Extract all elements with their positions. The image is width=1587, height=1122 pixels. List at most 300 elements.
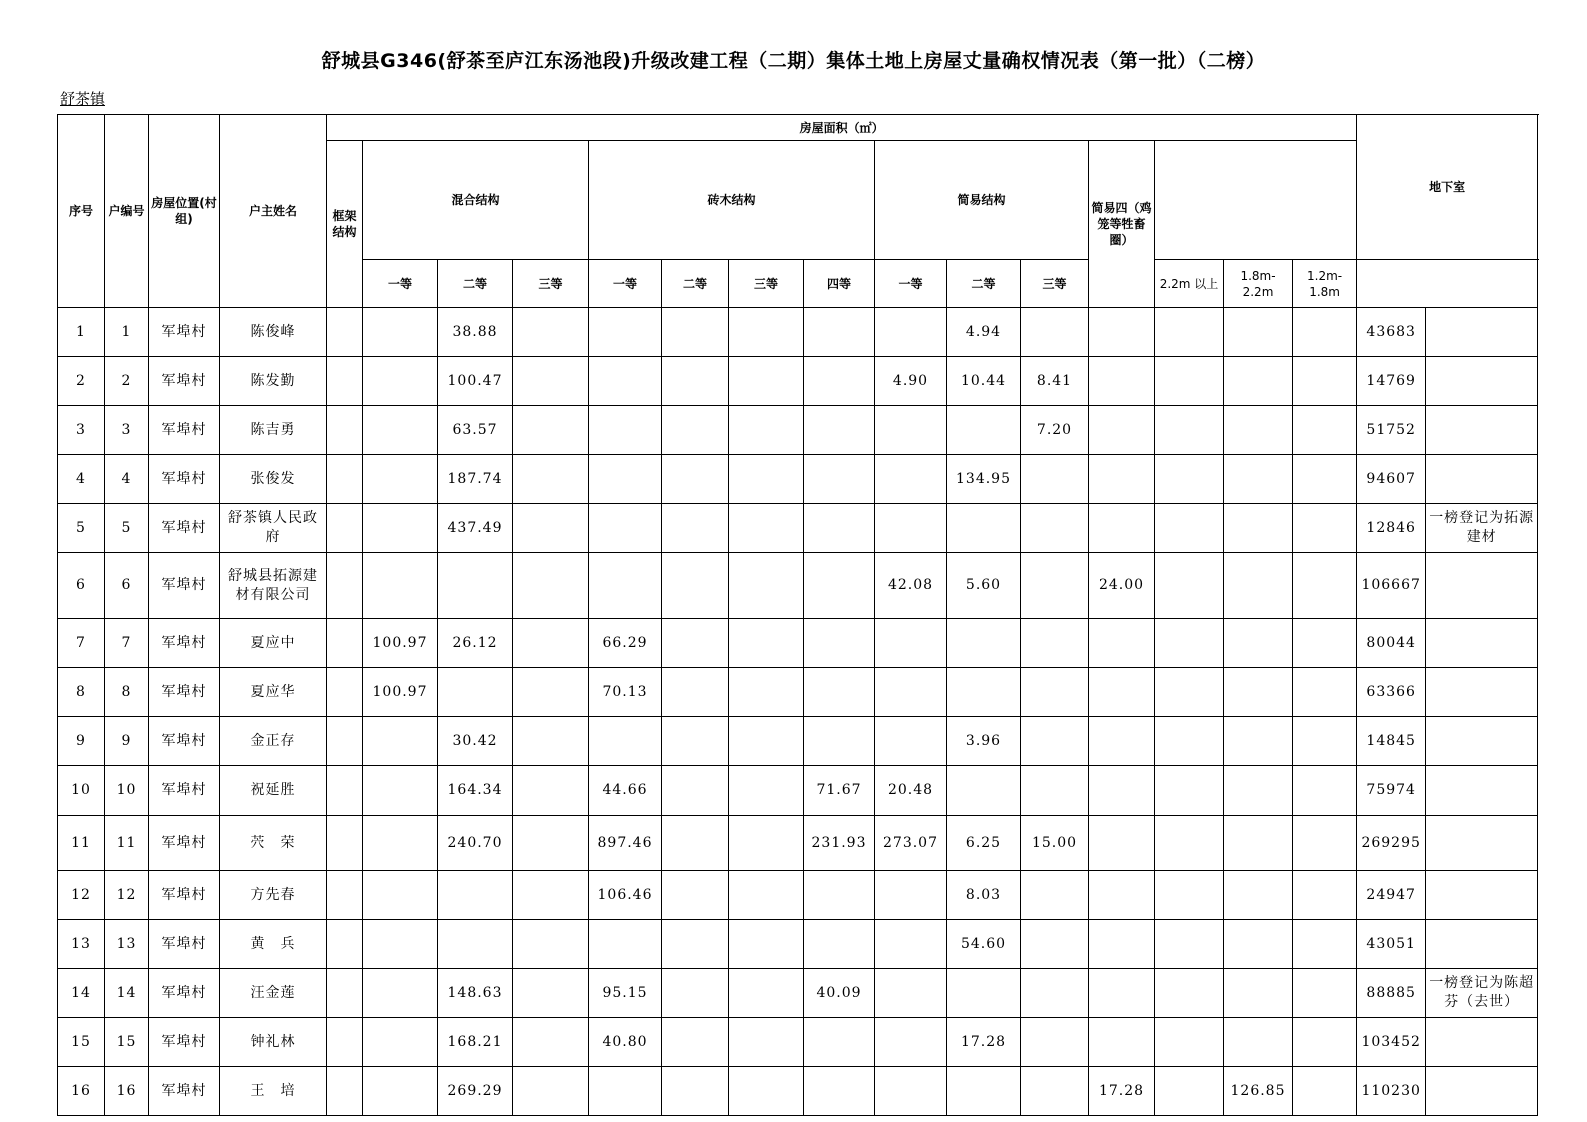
cell-s2	[947, 406, 1021, 455]
cell-m3	[513, 553, 589, 619]
cell-b2	[662, 766, 729, 816]
cell-note	[1426, 1018, 1538, 1067]
cell-bc	[1293, 717, 1357, 766]
cell-m2	[438, 553, 513, 619]
cell-s1: 273.07	[875, 816, 947, 871]
cell-bb: 126.85	[1224, 1067, 1293, 1116]
cell-b1: 897.46	[589, 816, 662, 871]
cell-no: 12	[105, 871, 149, 920]
cell-bc	[1293, 357, 1357, 406]
cell-b2	[662, 504, 729, 553]
cell-b1	[589, 357, 662, 406]
cell-comp: 24947	[1357, 871, 1426, 920]
cell-no: 5	[105, 504, 149, 553]
cell-s4	[1089, 504, 1155, 553]
cell-b1: 40.80	[589, 1018, 662, 1067]
cell-ba	[1155, 308, 1224, 357]
table-row	[58, 357, 1538, 406]
cell-seq: 14	[58, 969, 105, 1018]
cell-ba	[1155, 619, 1224, 668]
cell-m3	[513, 406, 589, 455]
cell-owner: 张俊发	[220, 455, 327, 504]
cell-b3	[729, 1067, 804, 1116]
cell-m1	[363, 308, 438, 357]
cell-s4	[1089, 308, 1155, 357]
cell-m1	[363, 553, 438, 619]
cell-bc	[1293, 455, 1357, 504]
cell-s1	[875, 969, 947, 1018]
cell-m3	[513, 717, 589, 766]
cell-frame	[327, 357, 363, 406]
cell-m2: 38.88	[438, 308, 513, 357]
cell-owner: 夏应中	[220, 619, 327, 668]
cell-no: 4	[105, 455, 149, 504]
cell-owner: 陈俊峰	[220, 308, 327, 357]
cell-comp: 63366	[1357, 668, 1426, 717]
cell-m1	[363, 455, 438, 504]
cell-s3	[1021, 553, 1089, 619]
cell-comp: 80044	[1357, 619, 1426, 668]
cell-seq: 10	[58, 766, 105, 816]
cell-owner: 金正存	[220, 717, 327, 766]
cell-b4	[804, 504, 875, 553]
cell-bb	[1224, 308, 1293, 357]
cell-bc	[1293, 920, 1357, 969]
cell-bc	[1293, 406, 1357, 455]
cell-m2: 30.42	[438, 717, 513, 766]
cell-note	[1426, 357, 1538, 406]
cell-bb	[1224, 619, 1293, 668]
cell-ba	[1155, 504, 1224, 553]
cell-m3	[513, 504, 589, 553]
cell-note	[1426, 619, 1538, 668]
cell-m3	[513, 1018, 589, 1067]
cell-b2	[662, 308, 729, 357]
cell-bb	[1224, 553, 1293, 619]
table-row	[58, 668, 1538, 717]
cell-s2: 8.03	[947, 871, 1021, 920]
cell-s2: 17.28	[947, 1018, 1021, 1067]
cell-m2: 437.49	[438, 504, 513, 553]
cell-owner: 方先春	[220, 871, 327, 920]
table-row	[58, 717, 1538, 766]
cell-b2	[662, 455, 729, 504]
cell-s3	[1021, 455, 1089, 504]
cell-s3	[1021, 969, 1089, 1018]
cell-owner: 汪金莲	[220, 969, 327, 1018]
cell-bb	[1224, 871, 1293, 920]
cell-ba	[1155, 668, 1224, 717]
table-row	[58, 816, 1538, 871]
cell-no: 15	[105, 1018, 149, 1067]
cell-ba	[1155, 920, 1224, 969]
cell-bc	[1293, 1018, 1357, 1067]
cell-seq: 4	[58, 455, 105, 504]
cell-b1: 44.66	[589, 766, 662, 816]
cell-seq: 12	[58, 871, 105, 920]
cell-m1: 100.97	[363, 619, 438, 668]
header-brick-grade4: 四等	[804, 260, 875, 308]
header-mixed-grade2: 二等	[438, 260, 513, 308]
table-row	[58, 553, 1538, 619]
cell-comp: 75974	[1357, 766, 1426, 816]
cell-owner: 王 培	[220, 1067, 327, 1116]
cell-b4: 71.67	[804, 766, 875, 816]
header-mixed: 混合结构	[363, 141, 589, 260]
cell-b1: 106.46	[589, 871, 662, 920]
cell-no: 11	[105, 816, 149, 871]
cell-comp: 51752	[1357, 406, 1426, 455]
cell-seq: 16	[58, 1067, 105, 1116]
cell-m1	[363, 920, 438, 969]
cell-b4	[804, 1018, 875, 1067]
cell-frame	[327, 920, 363, 969]
cell-b3	[729, 766, 804, 816]
cell-frame	[327, 1067, 363, 1116]
cell-b2	[662, 717, 729, 766]
cell-b1: 95.15	[589, 969, 662, 1018]
cell-bb	[1224, 1018, 1293, 1067]
table-row	[58, 766, 1538, 816]
cell-s3	[1021, 766, 1089, 816]
cell-note	[1426, 1067, 1538, 1116]
cell-s4	[1089, 871, 1155, 920]
cell-m1: 100.97	[363, 668, 438, 717]
cell-comp: 106667	[1357, 553, 1426, 619]
cell-m1	[363, 1067, 438, 1116]
cell-frame	[327, 619, 363, 668]
header-basement-b: 1.8m-2.2m	[1224, 260, 1293, 308]
cell-s1	[875, 1018, 947, 1067]
cell-seq: 1	[58, 308, 105, 357]
cell-loc: 军埠村	[149, 1067, 220, 1116]
cell-ba	[1155, 871, 1224, 920]
cell-s4	[1089, 357, 1155, 406]
cell-m2: 168.21	[438, 1018, 513, 1067]
cell-bb	[1224, 969, 1293, 1018]
table-row	[58, 619, 1538, 668]
cell-s1	[875, 619, 947, 668]
cell-bc	[1293, 816, 1357, 871]
cell-loc: 军埠村	[149, 455, 220, 504]
cell-bb	[1224, 920, 1293, 969]
cell-bc	[1293, 1067, 1357, 1116]
cell-no: 8	[105, 668, 149, 717]
cell-m3	[513, 766, 589, 816]
header-seq: 序号	[58, 115, 105, 308]
cell-owner: 陈吉勇	[220, 406, 327, 455]
cell-s2: 134.95	[947, 455, 1021, 504]
cell-owner: 钟礼林	[220, 1018, 327, 1067]
cell-loc: 军埠村	[149, 357, 220, 406]
cell-s3	[1021, 668, 1089, 717]
table-row	[58, 455, 1538, 504]
cell-note	[1426, 553, 1538, 619]
cell-b2	[662, 553, 729, 619]
cell-note	[1426, 766, 1538, 816]
cell-b3	[729, 920, 804, 969]
cell-loc: 军埠村	[149, 504, 220, 553]
cell-s3	[1021, 1067, 1089, 1116]
cell-b3	[729, 969, 804, 1018]
cell-s3	[1021, 920, 1089, 969]
header-mixed-grade3: 三等	[513, 260, 589, 308]
cell-frame	[327, 406, 363, 455]
header-basement-c: 1.2m-1.8m	[1293, 260, 1357, 308]
table-row	[58, 871, 1538, 920]
cell-seq: 7	[58, 619, 105, 668]
cell-s4	[1089, 619, 1155, 668]
cell-b2	[662, 619, 729, 668]
header-brick-wood: 砖木结构	[589, 141, 875, 260]
cell-m2	[438, 871, 513, 920]
cell-note	[1426, 308, 1538, 357]
cell-s1	[875, 668, 947, 717]
header-simple-grade3: 三等	[1021, 260, 1089, 308]
cell-b4	[804, 668, 875, 717]
cell-s3	[1021, 504, 1089, 553]
cell-note	[1426, 717, 1538, 766]
cell-note	[1426, 920, 1538, 969]
header-household-no: 户编号	[105, 115, 149, 308]
cell-m2	[438, 920, 513, 969]
cell-loc: 军埠村	[149, 406, 220, 455]
cell-no: 7	[105, 619, 149, 668]
cell-s2	[947, 504, 1021, 553]
cell-frame	[327, 816, 363, 871]
cell-s2	[947, 766, 1021, 816]
cell-seq: 13	[58, 920, 105, 969]
table-row	[58, 308, 1538, 357]
cell-s1	[875, 871, 947, 920]
cell-s1	[875, 920, 947, 969]
cell-s2	[947, 969, 1021, 1018]
table-header	[58, 115, 1538, 308]
table-row	[58, 1018, 1538, 1067]
cell-bb	[1224, 504, 1293, 553]
cell-owner: 茓 荣	[220, 816, 327, 871]
cell-loc: 军埠村	[149, 1018, 220, 1067]
cell-note	[1426, 668, 1538, 717]
cell-frame	[327, 308, 363, 357]
cell-b3	[729, 308, 804, 357]
cell-no: 13	[105, 920, 149, 969]
cell-loc: 军埠村	[149, 871, 220, 920]
cell-s2: 10.44	[947, 357, 1021, 406]
cell-note: 一榜登记为陈超芬（去世）	[1426, 969, 1538, 1018]
cell-b1	[589, 553, 662, 619]
cell-s2	[947, 668, 1021, 717]
cell-s3	[1021, 717, 1089, 766]
cell-loc: 军埠村	[149, 619, 220, 668]
cell-m1	[363, 406, 438, 455]
cell-frame	[327, 717, 363, 766]
cell-owner: 舒茶镇人民政府	[220, 504, 327, 553]
cell-ba	[1155, 969, 1224, 1018]
cell-b2	[662, 1067, 729, 1116]
cell-m1	[363, 766, 438, 816]
cell-b3	[729, 619, 804, 668]
cell-seq: 11	[58, 816, 105, 871]
cell-owner: 祝延胜	[220, 766, 327, 816]
cell-note: 一榜登记为拓源建材	[1426, 504, 1538, 553]
cell-frame	[327, 455, 363, 504]
cell-ba	[1155, 553, 1224, 619]
cell-b2	[662, 1018, 729, 1067]
cell-bb	[1224, 455, 1293, 504]
header-owner: 户主姓名	[220, 115, 327, 308]
cell-m3	[513, 308, 589, 357]
cell-frame	[327, 871, 363, 920]
cell-b1	[589, 920, 662, 969]
cell-s1	[875, 406, 947, 455]
cell-no: 16	[105, 1067, 149, 1116]
cell-b3	[729, 816, 804, 871]
cell-frame	[327, 553, 363, 619]
cell-m3	[513, 920, 589, 969]
cell-frame	[327, 969, 363, 1018]
cell-s3	[1021, 1018, 1089, 1067]
cell-b3	[729, 357, 804, 406]
cell-m2: 26.12	[438, 619, 513, 668]
cell-m1	[363, 717, 438, 766]
cell-m3	[513, 969, 589, 1018]
header-simple: 简易结构	[875, 141, 1089, 260]
cell-no: 9	[105, 717, 149, 766]
cell-b4	[804, 717, 875, 766]
cell-note	[1426, 406, 1538, 455]
cell-s4	[1089, 766, 1155, 816]
cell-s2	[947, 1067, 1021, 1116]
cell-b3	[729, 668, 804, 717]
cell-frame	[327, 766, 363, 816]
cell-bc	[1293, 553, 1357, 619]
cell-b4	[804, 553, 875, 619]
cell-s1: 42.08	[875, 553, 947, 619]
cell-b4	[804, 619, 875, 668]
cell-s1	[875, 717, 947, 766]
cell-s4	[1089, 406, 1155, 455]
cell-comp: 43051	[1357, 920, 1426, 969]
cell-m3	[513, 816, 589, 871]
cell-b4	[804, 308, 875, 357]
cell-owner: 夏应华	[220, 668, 327, 717]
cell-ba	[1155, 766, 1224, 816]
cell-s4: 24.00	[1089, 553, 1155, 619]
cell-ba	[1155, 1067, 1224, 1116]
cell-loc: 军埠村	[149, 308, 220, 357]
cell-note	[1426, 816, 1538, 871]
cell-note	[1426, 455, 1538, 504]
cell-m1	[363, 871, 438, 920]
cell-seq: 3	[58, 406, 105, 455]
cell-bc	[1293, 766, 1357, 816]
cell-s4	[1089, 668, 1155, 717]
cell-note	[1426, 871, 1538, 920]
cell-s3: 7.20	[1021, 406, 1089, 455]
cell-m2: 187.74	[438, 455, 513, 504]
table-row	[58, 406, 1538, 455]
cell-m1	[363, 816, 438, 871]
header-mixed-grade1: 一等	[363, 260, 438, 308]
cell-ba	[1155, 357, 1224, 406]
cell-s3	[1021, 871, 1089, 920]
cell-s4	[1089, 1018, 1155, 1067]
cell-s3	[1021, 308, 1089, 357]
cell-b3	[729, 871, 804, 920]
cell-m3	[513, 357, 589, 406]
cell-no: 10	[105, 766, 149, 816]
cell-m1	[363, 504, 438, 553]
cell-s2: 6.25	[947, 816, 1021, 871]
cell-bb	[1224, 668, 1293, 717]
cell-s4	[1089, 969, 1155, 1018]
cell-no: 2	[105, 357, 149, 406]
cell-m3	[513, 871, 589, 920]
cell-s1	[875, 504, 947, 553]
cell-s2: 5.60	[947, 553, 1021, 619]
cell-bb	[1224, 816, 1293, 871]
cell-loc: 军埠村	[149, 969, 220, 1018]
cell-s4	[1089, 455, 1155, 504]
cell-b3	[729, 406, 804, 455]
cell-owner: 黄 兵	[220, 920, 327, 969]
cell-b3	[729, 504, 804, 553]
cell-s2	[947, 619, 1021, 668]
cell-ba	[1155, 1018, 1224, 1067]
cell-s4	[1089, 920, 1155, 969]
header-brick-grade1: 一等	[589, 260, 662, 308]
cell-m2: 269.29	[438, 1067, 513, 1116]
table-body	[58, 308, 1538, 1116]
cell-bc	[1293, 308, 1357, 357]
cell-s2: 54.60	[947, 920, 1021, 969]
cell-b4	[804, 920, 875, 969]
header-simple-grade1: 一等	[875, 260, 947, 308]
cell-m2: 240.70	[438, 816, 513, 871]
cell-s1	[875, 1067, 947, 1116]
cell-seq: 9	[58, 717, 105, 766]
cell-s2: 3.96	[947, 717, 1021, 766]
cell-m3	[513, 455, 589, 504]
cell-b1	[589, 406, 662, 455]
cell-m1	[363, 357, 438, 406]
cell-b2	[662, 406, 729, 455]
header-brick-grade3: 三等	[729, 260, 804, 308]
cell-s1: 4.90	[875, 357, 947, 406]
cell-b1	[589, 455, 662, 504]
cell-no: 3	[105, 406, 149, 455]
cell-b3	[729, 455, 804, 504]
cell-loc: 军埠村	[149, 553, 220, 619]
cell-b4	[804, 357, 875, 406]
cell-b2	[662, 357, 729, 406]
cell-loc: 军埠村	[149, 816, 220, 871]
cell-s2: 4.94	[947, 308, 1021, 357]
cell-m2: 148.63	[438, 969, 513, 1018]
header-basement-a: 2.2m 以上	[1155, 260, 1224, 308]
cell-s3: 15.00	[1021, 816, 1089, 871]
cell-comp: 14845	[1357, 717, 1426, 766]
cell-bb	[1224, 717, 1293, 766]
cell-b2	[662, 920, 729, 969]
table-row	[58, 920, 1538, 969]
cell-bb	[1224, 766, 1293, 816]
cell-frame	[327, 668, 363, 717]
cell-comp: 94607	[1357, 455, 1426, 504]
cell-b1: 66.29	[589, 619, 662, 668]
cell-seq: 5	[58, 504, 105, 553]
